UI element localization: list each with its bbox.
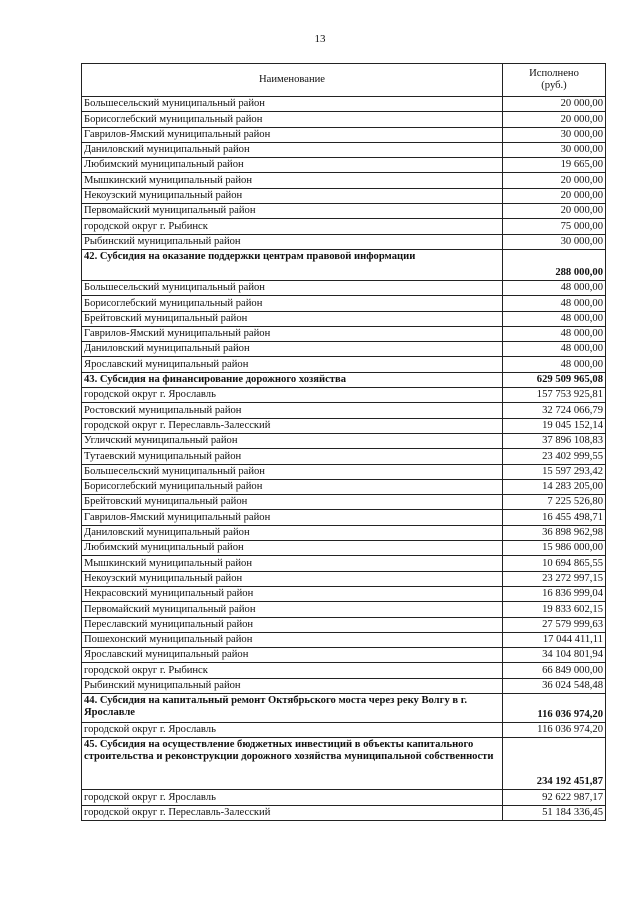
table-row [82, 678, 606, 693]
table-row [82, 326, 606, 341]
row-value: 48 000,00 [503, 311, 606, 326]
row-name: Ростовский муниципальный район [82, 403, 503, 418]
row-value: 92 622 987,17 [503, 790, 606, 805]
row-value: 20 000,00 [503, 97, 606, 112]
column-header-value: Исполнено (руб.) [503, 64, 606, 97]
row-name: городской округ г. Ярославль [82, 790, 503, 805]
table-row [82, 464, 606, 479]
section-title: 45. Субсидия на осуществление бюджетных инвестиций в объекты капитального строительства и реконструкции дорожного хозяйства муниципальной собственности [82, 738, 503, 790]
row-value: 23 402 999,55 [503, 449, 606, 464]
row-name: Брейтовский муниципальный район [82, 311, 503, 326]
table-body [82, 97, 606, 821]
table-row [82, 311, 606, 326]
table-row [82, 525, 606, 540]
section-title: 44. Субсидия на капитальный ремонт Октябрьского моста через реку Волгу в г. Ярославле [82, 693, 503, 722]
row-value: 10 694 865,55 [503, 556, 606, 571]
row-value: 20 000,00 [503, 173, 606, 188]
row-value: 20 000,00 [503, 188, 606, 203]
section-title: 42. Субсидия на оказание поддержки центрам правовой информации [82, 249, 503, 280]
section-total: 288 000,00 [503, 249, 606, 280]
section-total: 116 036 974,20 [503, 693, 606, 722]
table-row [82, 234, 606, 249]
row-value: 48 000,00 [503, 357, 606, 372]
row-value: 7 225 526,80 [503, 495, 606, 510]
table-row [82, 342, 606, 357]
section-row [82, 372, 606, 387]
table-row [82, 97, 606, 112]
row-name: Борисоглебский муниципальный район [82, 479, 503, 494]
table-row [82, 204, 606, 219]
row-name: Борисоглебский муниципальный район [82, 112, 503, 127]
row-value: 15 597 293,42 [503, 464, 606, 479]
row-name: Брейтовский муниципальный район [82, 495, 503, 510]
row-name: Первомайский муниципальный район [82, 602, 503, 617]
row-name: Мышкинский муниципальный район [82, 556, 503, 571]
row-value: 48 000,00 [503, 280, 606, 295]
table-row [82, 586, 606, 601]
table-row [82, 632, 606, 647]
table-row [82, 112, 606, 127]
row-value: 19 665,00 [503, 158, 606, 173]
table-row [82, 602, 606, 617]
table-row [82, 495, 606, 510]
row-name: Тутаевский муниципальный район [82, 449, 503, 464]
row-name: Любимский муниципальный район [82, 541, 503, 556]
section-row [82, 738, 606, 790]
row-value: 75 000,00 [503, 219, 606, 234]
table-row [82, 479, 606, 494]
table-row [82, 142, 606, 157]
table-row [82, 648, 606, 663]
row-value: 48 000,00 [503, 326, 606, 341]
row-name: Некоузский муниципальный район [82, 571, 503, 586]
row-name: Рыбинский муниципальный район [82, 234, 503, 249]
row-name: Рыбинский муниципальный район [82, 678, 503, 693]
table-row [82, 449, 606, 464]
table-row [82, 403, 606, 418]
row-value: 36 024 548,48 [503, 678, 606, 693]
row-value: 48 000,00 [503, 342, 606, 357]
row-value: 16 455 498,71 [503, 510, 606, 525]
table-row [82, 388, 606, 403]
table-row [82, 805, 606, 820]
row-name: Ярославский муниципальный район [82, 357, 503, 372]
row-name: Некоузский муниципальный район [82, 188, 503, 203]
table-header-row [82, 64, 606, 97]
row-name: городской округ г. Ярославль [82, 388, 503, 403]
row-name: Гаврилов-Ямский муниципальный район [82, 326, 503, 341]
row-value: 37 896 108,83 [503, 433, 606, 448]
column-header-name: Наименование [82, 64, 503, 97]
row-value: 36 898 962,98 [503, 525, 606, 540]
row-name: Первомайский муниципальный район [82, 204, 503, 219]
section-row [82, 249, 606, 280]
row-value: 48 000,00 [503, 296, 606, 311]
row-value: 34 104 801,94 [503, 648, 606, 663]
row-name: городской округ г. Переславль-Залесский [82, 805, 503, 820]
row-name: Гаврилов-Ямский муниципальный район [82, 127, 503, 142]
row-name: городской округ г. Ярославль [82, 722, 503, 737]
page-number: 13 [314, 33, 326, 45]
table-row [82, 722, 606, 737]
row-name: Ярославский муниципальный район [82, 648, 503, 663]
row-name: Даниловский муниципальный район [82, 342, 503, 357]
row-name: Даниловский муниципальный район [82, 525, 503, 540]
row-name: Гаврилов-Ямский муниципальный район [82, 510, 503, 525]
row-value: 19 833 602,15 [503, 602, 606, 617]
section-total: 234 192 451,87 [503, 738, 606, 790]
section-title: 43. Субсидия на финансирование дорожного хозяйства [82, 372, 503, 387]
row-value: 32 724 066,79 [503, 403, 606, 418]
row-value: 14 283 205,00 [503, 479, 606, 494]
row-name: городской округ г. Рыбинск [82, 219, 503, 234]
table-row [82, 173, 606, 188]
row-name: Угличский муниципальный район [82, 433, 503, 448]
table-row [82, 510, 606, 525]
row-name: Даниловский муниципальный район [82, 142, 503, 157]
table-row [82, 556, 606, 571]
table-row [82, 433, 606, 448]
budget-table [81, 63, 606, 821]
table-row [82, 280, 606, 295]
row-value: 16 836 999,04 [503, 586, 606, 601]
row-value: 15 986 000,00 [503, 541, 606, 556]
row-value: 27 579 999,63 [503, 617, 606, 632]
row-value: 23 272 997,15 [503, 571, 606, 586]
row-value: 30 000,00 [503, 234, 606, 249]
row-value: 19 045 152,14 [503, 418, 606, 433]
row-value: 20 000,00 [503, 112, 606, 127]
row-value: 17 044 411,11 [503, 632, 606, 647]
row-value: 20 000,00 [503, 204, 606, 219]
row-name: Некрасовский муниципальный район [82, 586, 503, 601]
table-row [82, 158, 606, 173]
table-row [82, 219, 606, 234]
table-row [82, 663, 606, 678]
row-name: Борисоглебский муниципальный район [82, 296, 503, 311]
table-row [82, 541, 606, 556]
row-name: Мышкинский муниципальный район [82, 173, 503, 188]
table-row [82, 357, 606, 372]
table-row [82, 188, 606, 203]
row-name: Переславский муниципальный район [82, 617, 503, 632]
row-value: 51 184 336,45 [503, 805, 606, 820]
row-value: 30 000,00 [503, 142, 606, 157]
table-row [82, 790, 606, 805]
row-name: городской округ г. Переславль-Залесский [82, 418, 503, 433]
table-row [82, 571, 606, 586]
row-name: Большесельский муниципальный район [82, 464, 503, 479]
row-name: Пошехонский муниципальный район [82, 632, 503, 647]
table-row [82, 296, 606, 311]
section-total: 629 509 965,08 [503, 372, 606, 387]
row-value: 116 036 974,20 [503, 722, 606, 737]
table-row [82, 617, 606, 632]
table-row [82, 418, 606, 433]
row-value: 157 753 925,81 [503, 388, 606, 403]
table-row [82, 127, 606, 142]
row-name: Большесельский муниципальный район [82, 97, 503, 112]
row-name: городской округ г. Рыбинск [82, 663, 503, 678]
row-value: 66 849 000,00 [503, 663, 606, 678]
row-value: 30 000,00 [503, 127, 606, 142]
row-name: Большесельский муниципальный район [82, 280, 503, 295]
row-name: Любимский муниципальный район [82, 158, 503, 173]
section-row [82, 693, 606, 722]
